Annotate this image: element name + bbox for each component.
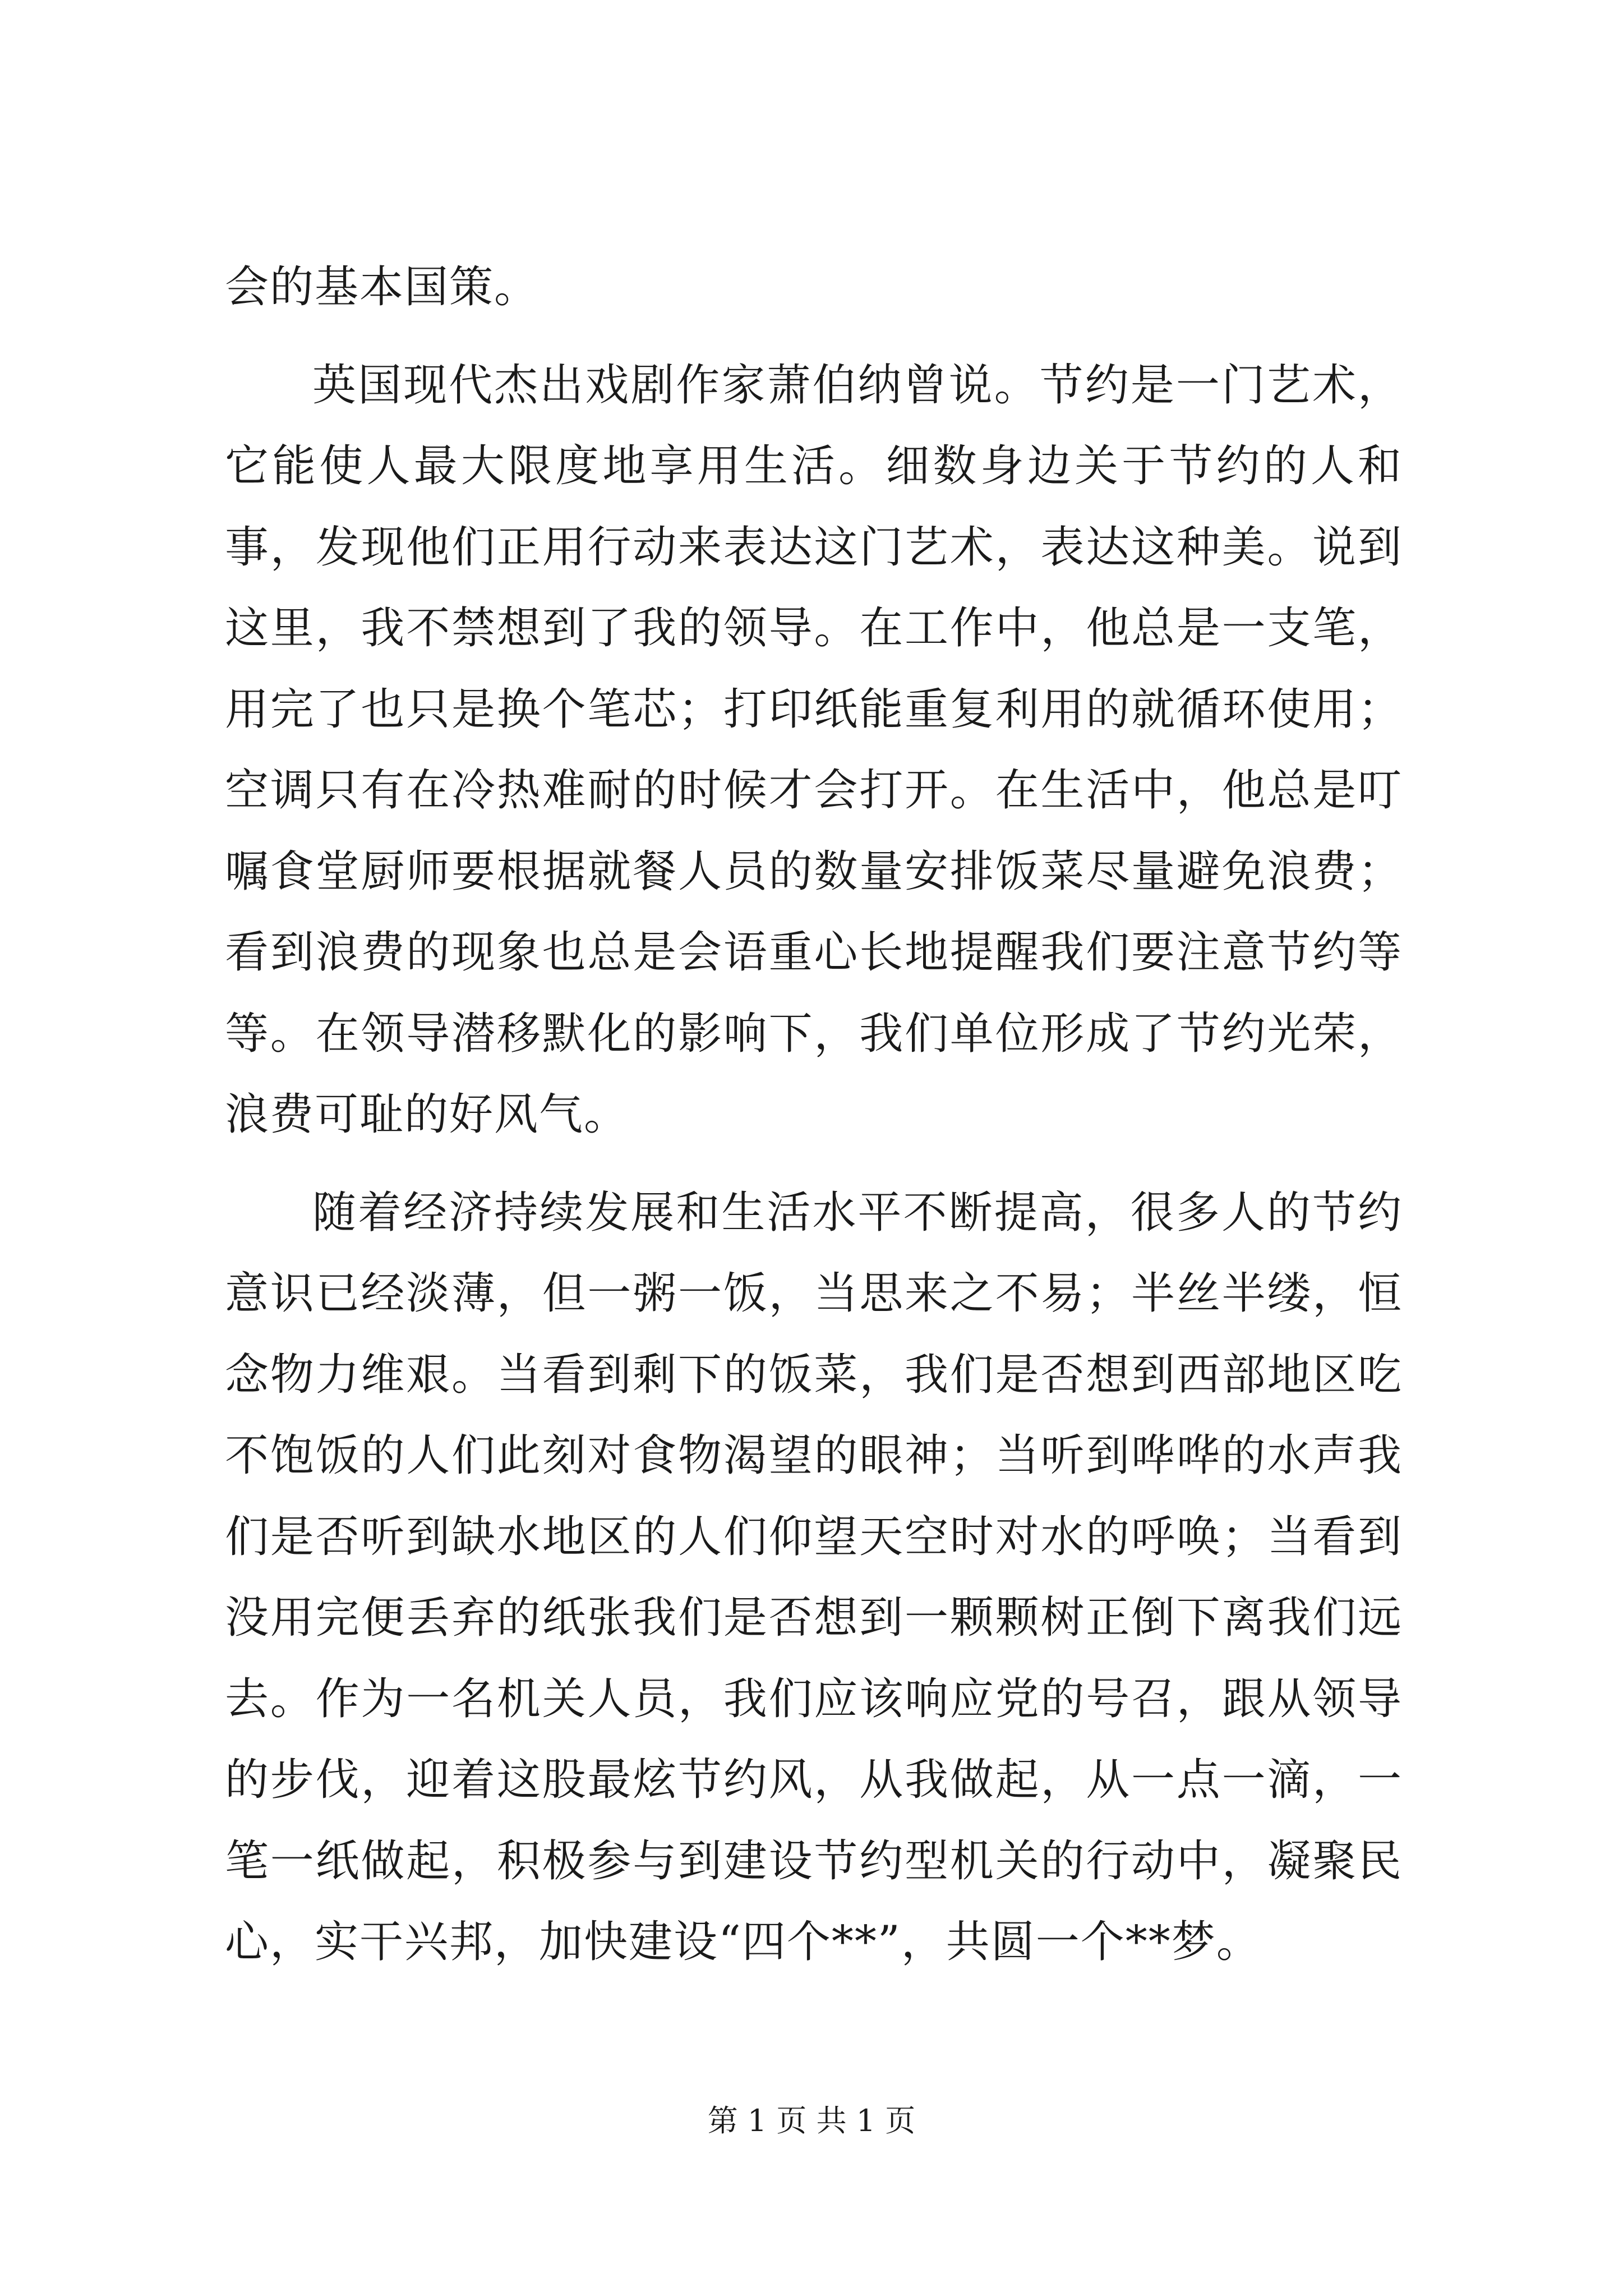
paragraph-2: 英国现代杰出戏剧作家萧伯纳曾说。节约是一门艺术，它能使人最大限度地享用生活。细数身边关于节约的人和事，发现他们正用行动来表达这门艺术，表达这种美。说到这里，我不禁想到了我的领导。在工作中，他总是一支笔，用完了也只是换个笔芯；打印纸能重复利用的就循环使用；空调只有在冷热难耐的时候才会打开。在生活中，他总是叮嘱食堂厨师要根据就餐人员的数量安排饭菜尽量避免浪费；看到浪费的现象也总是会语重心长地提醒我们要注意节约等等。在领导潜移默化的影响下，我们单位形成了节约光荣，浪费可耻的好风气。 [225,360,1403,1140]
document-body [225,247,1403,1983]
page-footer: 第 1 页 共 1 页 [707,2103,916,2138]
paragraph-1: 会的基本国策。 [225,262,540,312]
paragraph-3: 随着经济持续发展和生活水平不断提高，很多人的节约意识已经淡薄，但一粥一饭，当思来之不易；半丝半缕，恒念物力维艰。当看到剩下的饭菜，我们是否想到西部地区吃不饱饭的人们此刻对食物渴望的眼神；当听到哗哗的水声我们是否听到缺水地区的人们仰望天空时对水的呼唤；当看到没用完便丢弃的纸张我们是否想到一颗颗树正倒下离我们远去。作为一名机关人员，我们应该响应党的号召，跟从领导的步伐，迎着这股最炫节约风，从我做起，从一点一滴，一笔一纸做起，积极参与到建设节约型机关的行动中，凝聚民心，实干兴邦，加快建设“四个**”，共圆一个**梦。 [225,1187,1403,1967]
